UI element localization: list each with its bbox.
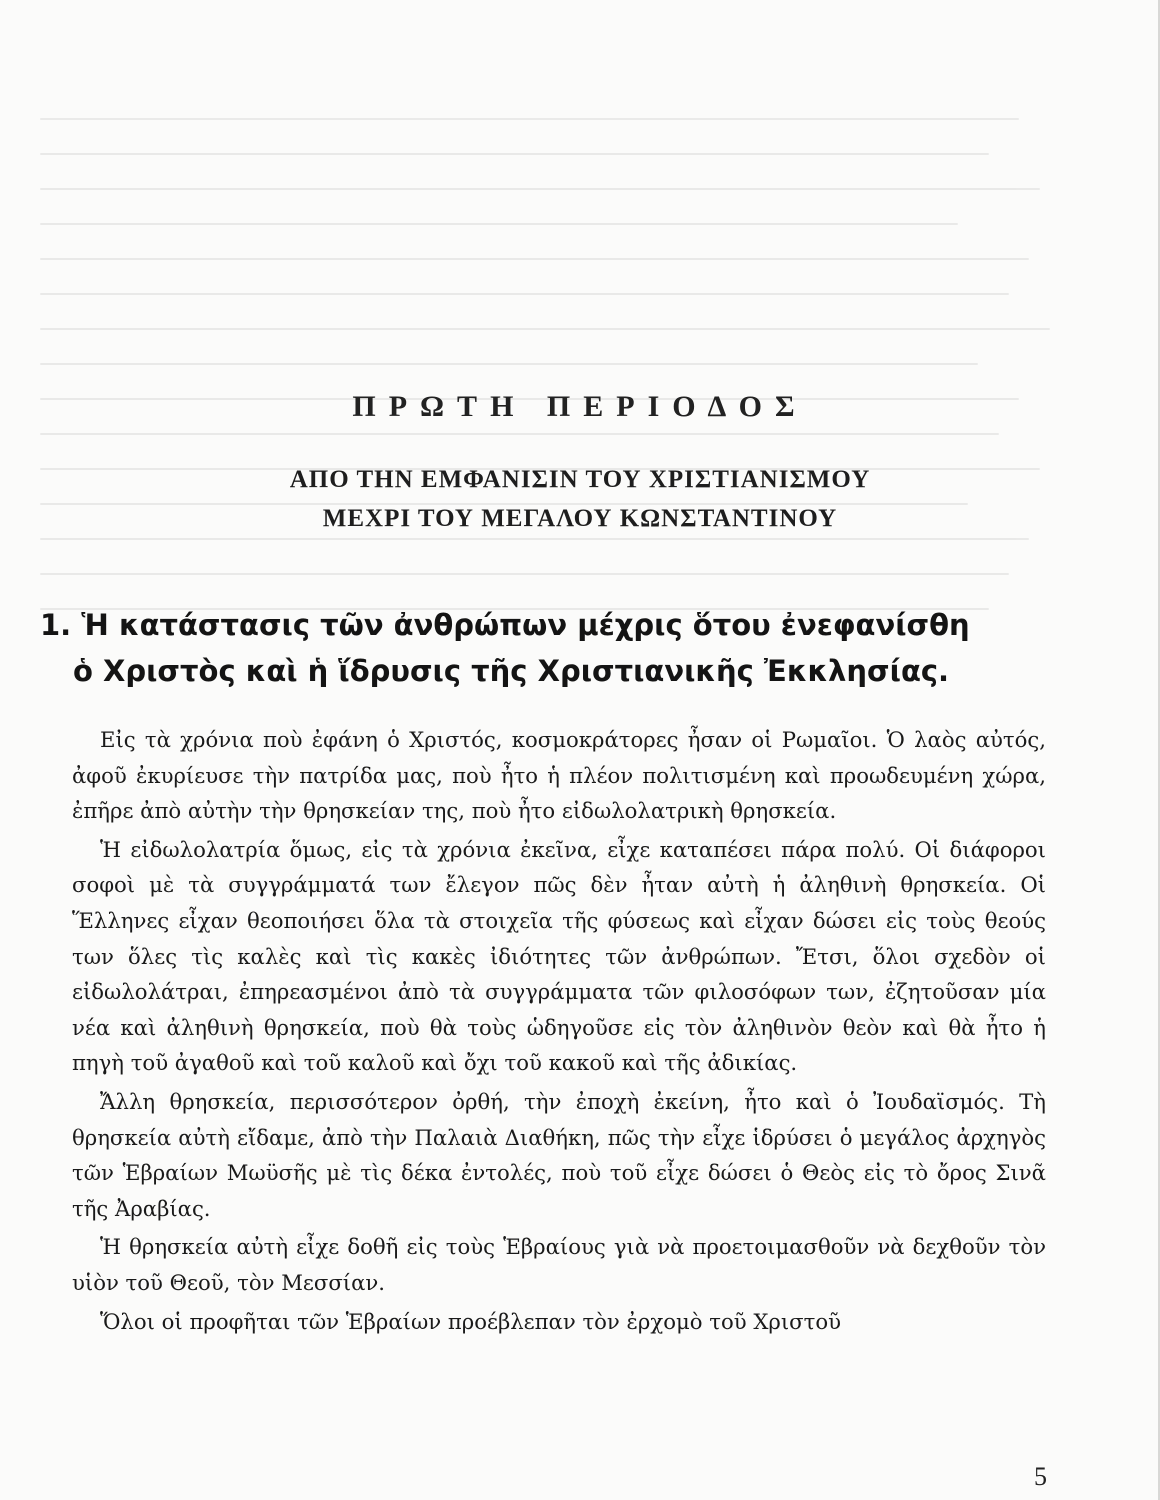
paragraph: Εἰς τὰ χρόνια ποὺ ἐφάνη ὁ Χριστός, κοσμοκράτορες ἦσαν οἱ Ρωμαῖοι. Ὁ λαὸς αὐτός, ἀφοῦ ἐκυρίευσε τὴν πατρίδα μας, ποὺ ἦτο ἡ πλέον πολιτισμένη καὶ προωδευμένη χώρα, ἐπῆρε ἀπὸ αὐτὴν τὴν θρησκείαν της, ποὺ ἦτο εἰδωλολατρικὴ θρησκεία. xyxy=(72,727,1046,824)
section-heading-line-1: 1. Ἡ κατάστασις τῶν ἀνθρώπων μέχρις ὅτου ἐνεφανίσθη xyxy=(40,608,970,642)
section-heading-line-2: ὁ Χριστὸς καὶ ἡ ἵδρυσις τῆς Χριστιανικῆς Ἐκκλησίας. xyxy=(73,654,950,688)
page-number: 5 xyxy=(1034,1462,1047,1491)
subtitle-line-1: ΑΠΟ ΤΗΝ ΕΜΦΑΝΙΣΙΝ ΤΟΥ ΧΡΙΣΤΙΑΝΙΣΜΟΥ xyxy=(289,466,871,493)
paragraph: Ἄλλη θρησκεία, περισσότερον ὀρθή, τὴν ἐποχὴ ἐκείνη, ἦτο καὶ ὁ Ἰουδαϊσμός. Τὴ θρησκεία αὐτὴ εἴδαμε, ἀπὸ τὴν Παλαιὰ Διαθήκη, πῶς τὴν εἶχε ἱδρύσει ὁ μεγάλος ἀρχηγὸς τῶν Ἑβραίων Μωϋσῆς μὲ τὶς δέκα ἐντολές, ποὺ τοῦ εἶχε δώσει ὁ Θεὸς εἰς τὸ ὄρος Σινᾶ τῆς Ἀραβίας. xyxy=(72,1088,1046,1221)
body-text xyxy=(72,722,1046,1339)
paragraph: Ὅλοι οἱ προφῆται τῶν Ἑβραίων προέβλεπαν τὸν ἐρχομὸ τοῦ Χριστοῦ xyxy=(100,1308,841,1334)
paragraph: Ἡ εἰδωλολατρία ὅμως, εἰς τὰ χρόνια ἐκεῖνα, εἶχε καταπέσει πάρα πολύ. Οἱ διάφοροι σοφοὶ μὲ τὰ συγγράμματά των ἔλεγον πῶς δὲν ἦταν αὐτὴ ἡ ἀληθινὴ θρησκεία. Οἱ Ἕλληνες εἶχαν θεοποιήσει ὅλα τὰ στοιχεῖα τῆς φύσεως καὶ εἶχαν δώσει εἰς τοὺς θεούς των ὅλες τὶς καλὲς καὶ τὶς κακὲς ἰδιότητες τῶν ἀνθρώπων. Ἔτσι, ὅλοι σχεδὸν οἱ εἰδωλολάτραι, ἐπηρεασμένοι ἀπὸ τὰ συγγράμματα τῶν φιλοσόφων των, ἐζητοῦσαν μία νέα καὶ ἀληθινὴ θρησκεία, ποὺ θὰ τοὺς ὡδηγοῦσε εἰς τὸν ἀληθινὸν θεὸν καὶ θὰ ἦτο ἡ πηγὴ τοῦ ἀγαθοῦ καὶ τοῦ καλοῦ καὶ ὄχι τοῦ κακοῦ καὶ τῆς ἀδικίας. xyxy=(72,836,1046,1076)
period-title: ΠΡΩΤΗ ΠΕΡΙΟΔΟΣ xyxy=(352,390,808,423)
bleed-through-texture xyxy=(40,118,1060,638)
section-heading xyxy=(40,602,1050,694)
subtitle-line-2: ΜΕΧΡΙ ΤΟΥ ΜΕΓΑΛΟΥ ΚΩΝΣΤΑΝΤΙΝΟΥ xyxy=(322,505,838,532)
paragraph: Ἡ θρησκεία αὐτὴ εἶχε δοθῆ εἰς τοὺς Ἑβραίους γιὰ νὰ προετοιμασθοῦν νὰ δεχθοῦν τὸν υἱὸν τοῦ Θεοῦ, τὸν Μεσσίαν. xyxy=(72,1234,1046,1295)
